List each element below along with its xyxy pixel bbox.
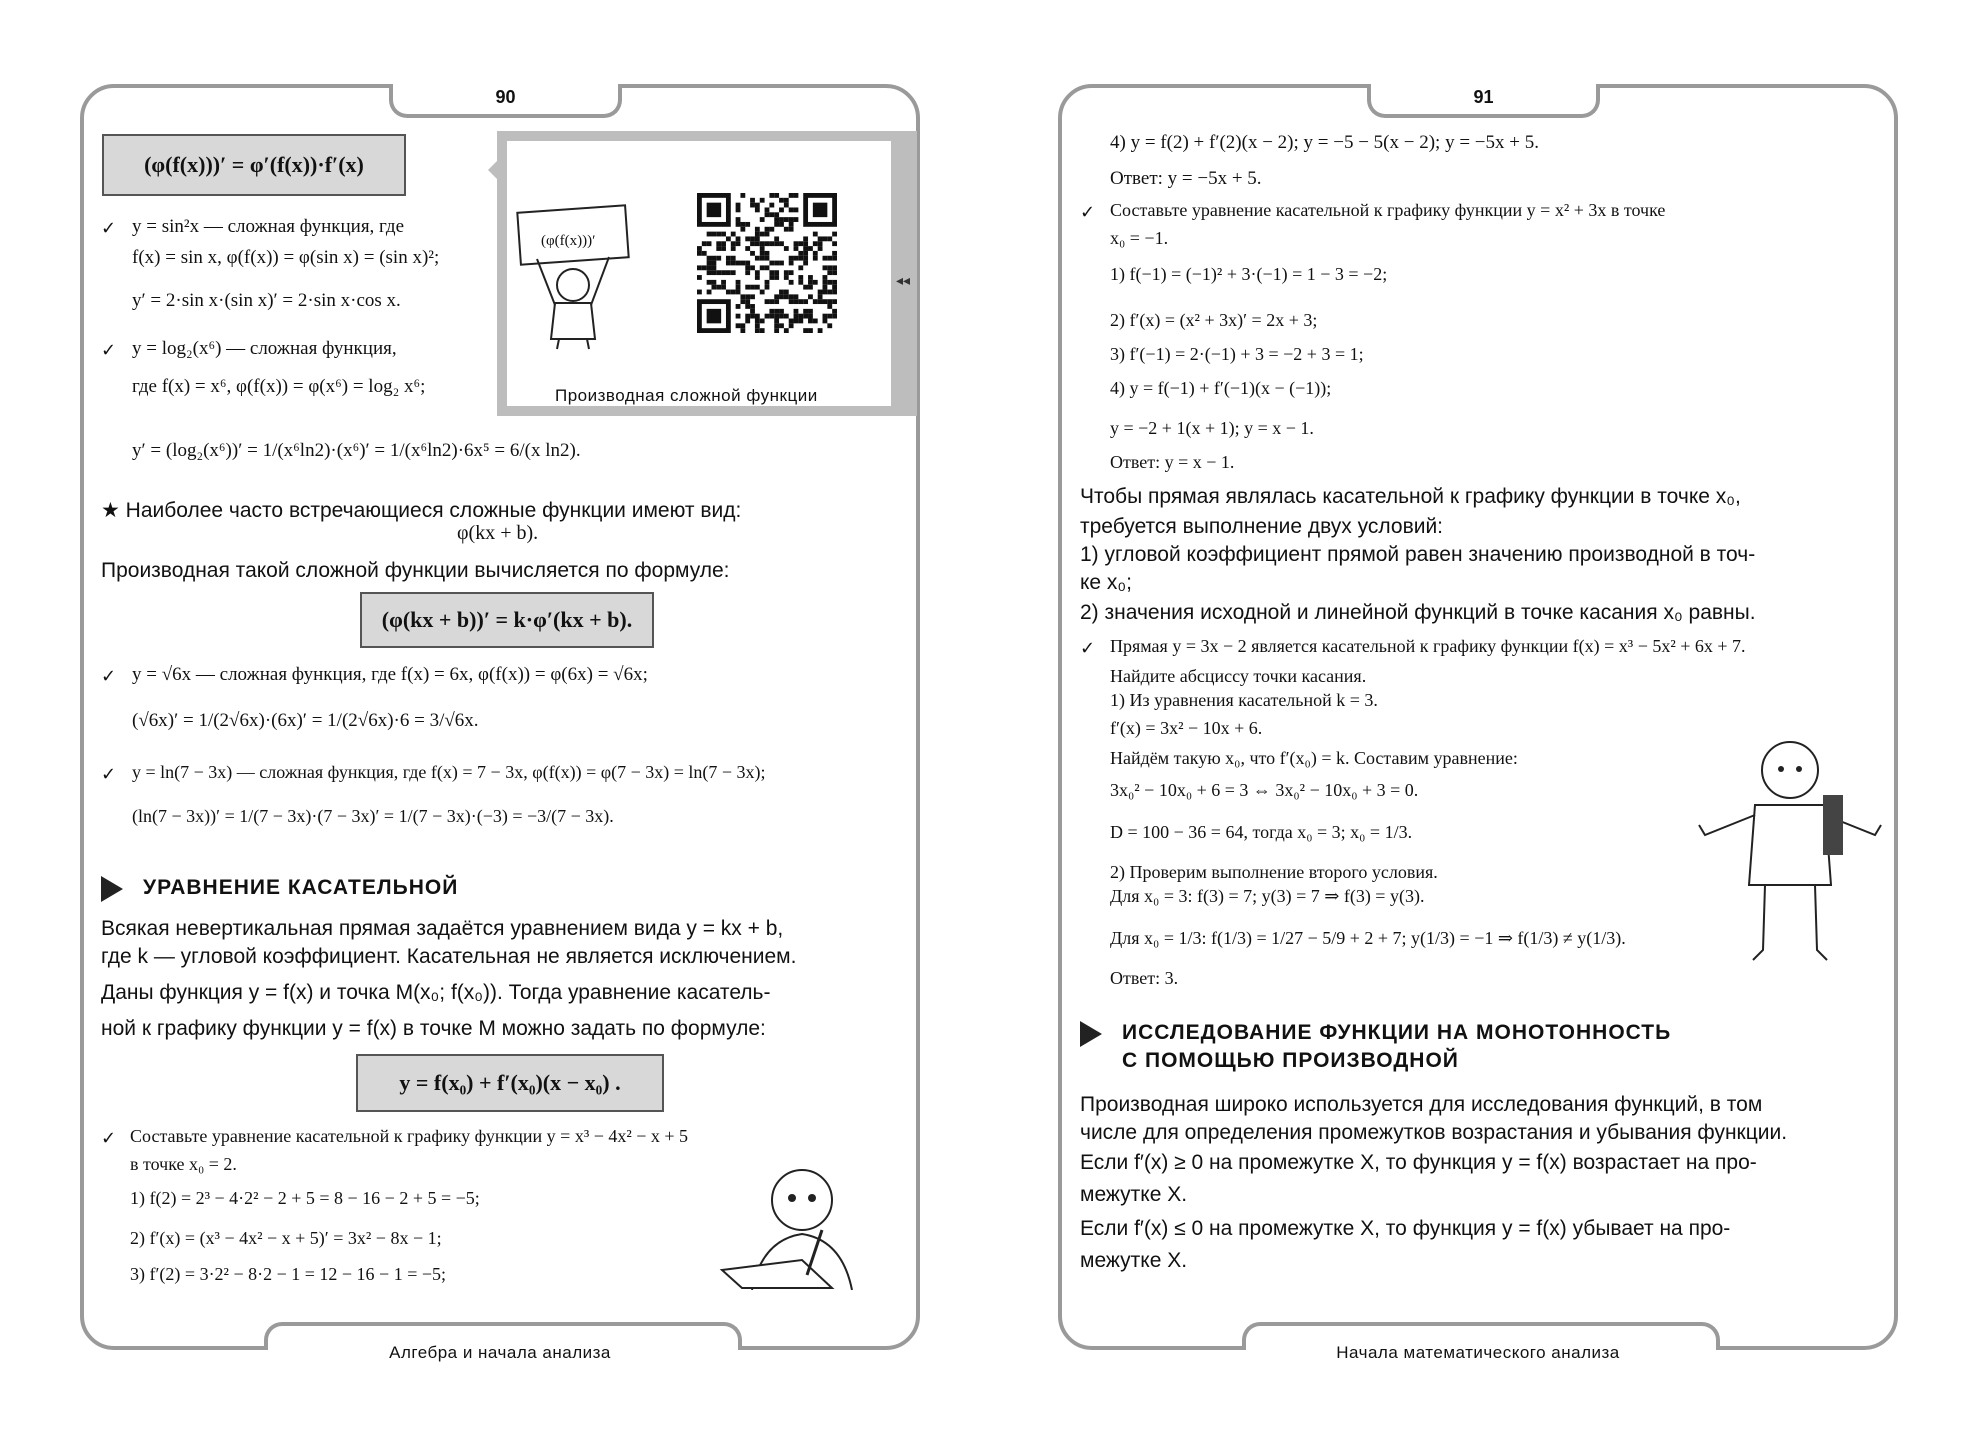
ex6-answer: Ответ: y = x − 1. bbox=[1110, 452, 1235, 472]
ex3-line2: (√6x)′ = 1/(2√6x)·(6x)′ = 1/(2√6x)·6 = 3/√6x. bbox=[132, 710, 479, 731]
ex7-line2: Найдите абсциссу точки касания. bbox=[1110, 666, 1367, 686]
page-number: 90 bbox=[495, 87, 516, 107]
qr-panel bbox=[497, 131, 917, 416]
ex7-step6: 2) Проверим выполнение второго условия. bbox=[1110, 862, 1438, 882]
ex7-step3: Найдём такую x₀, что f′(x₀) = k. Составим уравнение: bbox=[1110, 748, 1518, 768]
section-title-tangent: УРАВНЕНИЕ КАСАТЕЛЬНОЙ bbox=[143, 876, 459, 899]
page-number-tab bbox=[1367, 84, 1600, 118]
formula-box-composite: (φ(f(x)))′ = φ′(f(x))·f′(x) bbox=[102, 134, 406, 196]
mono-line4: межутке X. bbox=[1080, 1183, 1188, 1206]
section-triangle-icon bbox=[101, 876, 123, 902]
tangent-para1: Всякая невертикальная прямая задаётся уравнением вида y = kx + b, bbox=[101, 917, 784, 940]
ex7-step1: 1) Из уравнения касательной k = 3. bbox=[1110, 690, 1378, 710]
section-title-monotone-2: С ПОМОЩЬЮ ПРОИЗВОДНОЙ bbox=[1122, 1049, 1459, 1072]
mono-line2: числе для определения промежутков возрастания и убывания функции. bbox=[1080, 1121, 1788, 1144]
check-icon: ✓ bbox=[101, 218, 117, 238]
formula-box-tangent: y = f(x₀) + f′(x₀)(x − x₀) . bbox=[356, 1054, 664, 1112]
cont-line1: 4) y = f(2) + f′(2)(x − 2); y = −5 − 5(x − 2); y = −5x + 5. bbox=[1110, 132, 1539, 153]
ex6-step3: 3) f′(−1) = 2·(−1) + 3 = −2 + 3 = 1; bbox=[1110, 344, 1364, 364]
right-footer: Начала математического анализа bbox=[1336, 1343, 1620, 1362]
ex5-step1: 1) f(2) = 2³ − 4·2² − 2 + 5 = 8 − 16 − 2 + 5 = −5; bbox=[130, 1188, 480, 1208]
ex2-line1: y = log₂(x⁶) — сложная функция, bbox=[132, 338, 397, 359]
check-icon: ✓ bbox=[101, 340, 117, 360]
mono-line3: Если f′(x) ≥ 0 на промежутке X, то функция y = f(x) возрастает на про- bbox=[1080, 1151, 1757, 1174]
ex5-line2: в точке x₀ = 2. bbox=[130, 1154, 237, 1174]
tangent-para2: где k — угловой коэффициент. Касательная не является исключением. bbox=[101, 945, 797, 968]
ex3-line1: y = √6x — сложная функция, где f(x) = 6x, φ(f(x)) = φ(6x) = √6x; bbox=[132, 664, 648, 685]
mono-line1: Производная широко используется для исследования функций, в том bbox=[1080, 1093, 1763, 1116]
ex1-line2: f(x) = sin x, φ(f(x)) = φ(sin x) = (sin x)²; bbox=[132, 247, 440, 268]
cond-line2: требуется выполнение двух условий: bbox=[1080, 515, 1444, 538]
ex1-line3: y′ = 2·sin x·(sin x)′ = 2·sin x·cos x. bbox=[132, 290, 401, 311]
ex4-line1: y = ln(7 − 3x) — сложная функция, где f(x) = 7 − 3x, φ(f(x)) = φ(7 − 3x) = ln(7 − 3x); bbox=[132, 762, 766, 782]
check-icon: ✓ bbox=[101, 764, 117, 784]
ex7-step8: Для x₀ = 1/3: f(1/3) = 1/27 − 5/9 + 2 + 7; y(1/3) = −1 ⇒ f(1/3) ≠ y(1/3). bbox=[1110, 928, 1626, 948]
ex6-step1: 1) f(−1) = (−1)² + 3·(−1) = 1 − 3 = −2; bbox=[1110, 264, 1388, 284]
ex5-step2: 2) f′(x) = (x³ − 4x² − x + 5)′ = 3x² − 8x − 1; bbox=[130, 1228, 442, 1248]
check-icon: ✓ bbox=[101, 666, 117, 686]
star-line1: ★ Наиболее часто встречающиеся сложные функции имеют вид: bbox=[101, 499, 742, 522]
qr-code[interactable] bbox=[697, 193, 837, 333]
deriv-intro: Производная такой сложной функции вычисляется по формуле: bbox=[101, 559, 730, 582]
ex7-step7: Для x₀ = 3: f(3) = 7; y(3) = 7 ⇒ f(3) = y(3). bbox=[1110, 886, 1425, 906]
qr-pointer bbox=[488, 158, 500, 182]
cond-line1: Чтобы прямая являлась касательной к графику функции в точке x₀, bbox=[1080, 485, 1741, 508]
student-sign-illustration bbox=[515, 201, 635, 351]
ex6-line1: Составьте уравнение касательной к графику функции y = x² + 3x в точке bbox=[1110, 200, 1666, 220]
tangent-para3: Даны функция y = f(x) и точка M(x₀; f(x₀)). Тогда уравнение касатель- bbox=[101, 981, 771, 1004]
writing-student-illustration bbox=[712, 1160, 862, 1290]
qr-sign-text: (φ(f(x)))′ bbox=[541, 233, 596, 249]
section-triangle-icon bbox=[1080, 1021, 1102, 1047]
cond-line3: 1) угловой коэффициент прямой равен значению производной в точ- bbox=[1080, 543, 1756, 566]
ex5-step3: 3) f′(2) = 3·2² − 8·2 − 1 = 12 − 16 − 1 = −5; bbox=[130, 1264, 447, 1284]
check-icon: ✓ bbox=[1080, 202, 1096, 222]
ex6-step5: y = −2 + 1(x + 1); y = x − 1. bbox=[1110, 418, 1314, 438]
ex6-line2: x₀ = −1. bbox=[1110, 228, 1169, 248]
ex6-step4: 4) y = f(−1) + f′(−1)(x − (−1)); bbox=[1110, 378, 1332, 398]
ex7-line1: Прямая y = 3x − 2 является касательной к графику функции f(x) = x³ − 5x² + 6x + 7. bbox=[1110, 636, 1746, 656]
cond-line5: 2) значения исходной и линейной функций в точке касания x₀ равны. bbox=[1080, 601, 1756, 624]
left-footer: Алгебра и начала анализа bbox=[389, 1343, 611, 1362]
page-number: 91 bbox=[1473, 87, 1494, 107]
shrugging-student-illustration bbox=[1695, 735, 1885, 965]
qr-caption: Производная сложной функции bbox=[555, 386, 818, 405]
section-title-monotone-1: ИССЛЕДОВАНИЕ ФУНКЦИИ НА МОНОТОННОСТЬ bbox=[1122, 1021, 1672, 1044]
qr-panel-inner bbox=[507, 141, 891, 406]
ex2-line2: где f(x) = x⁶, φ(f(x)) = φ(x⁶) = log₂ x⁶; bbox=[132, 376, 426, 397]
formula-box-linear: (φ(kx + b))′ = k·φ′(kx + b). bbox=[360, 592, 654, 648]
ex7-step5: D = 100 − 36 = 64, тогда x₀ = 3; x₀ = 1/3. bbox=[1110, 822, 1413, 842]
ex7-answer: Ответ: 3. bbox=[1110, 968, 1179, 988]
ex4-line2: (ln(7 − 3x))′ = 1/(7 − 3x)·(7 − 3x)′ = 1/(7 − 3x)·(−3) = −3/(7 − 3x). bbox=[132, 806, 614, 826]
ex1-line1: y = sin²x — сложная функция, где bbox=[132, 216, 405, 237]
ex5-line1: Составьте уравнение касательной к графику функции y = x³ − 4x² − x + 5 bbox=[130, 1126, 689, 1146]
check-icon: ✓ bbox=[101, 1128, 117, 1148]
star-line2: φ(kx + b). bbox=[457, 522, 539, 544]
ex6-step2: 2) f′(x) = (x² + 3x)′ = 2x + 3; bbox=[1110, 310, 1318, 330]
ex2-line3: y′ = (log₂(x⁶))′ = 1/(x⁶ln2)·(x⁶)′ = 1/(x⁶ln2)·6x⁵ = 6/(x ln2). bbox=[132, 440, 581, 461]
mono-line5: Если f′(x) ≤ 0 на промежутке X, то функция y = f(x) убывает на про- bbox=[1080, 1217, 1731, 1240]
ex7-step4: 3x₀² − 10x₀ + 6 = 3 ⇔ 3x₀² − 10x₀ + 3 = 0. bbox=[1110, 780, 1419, 800]
rewind-icon[interactable]: ◂◂ bbox=[896, 272, 911, 288]
tangent-para4: ной к графику функции y = f(x) в точке M можно задать по формуле: bbox=[101, 1017, 766, 1040]
check-icon: ✓ bbox=[1080, 638, 1096, 658]
mono-line6: межутке X. bbox=[1080, 1249, 1188, 1272]
cont-answer: Ответ: y = −5x + 5. bbox=[1110, 168, 1262, 189]
cond-line4: ке x₀; bbox=[1080, 571, 1132, 594]
page-number-tab bbox=[389, 84, 622, 118]
ex7-step2: f′(x) = 3x² − 10x + 6. bbox=[1110, 718, 1263, 738]
